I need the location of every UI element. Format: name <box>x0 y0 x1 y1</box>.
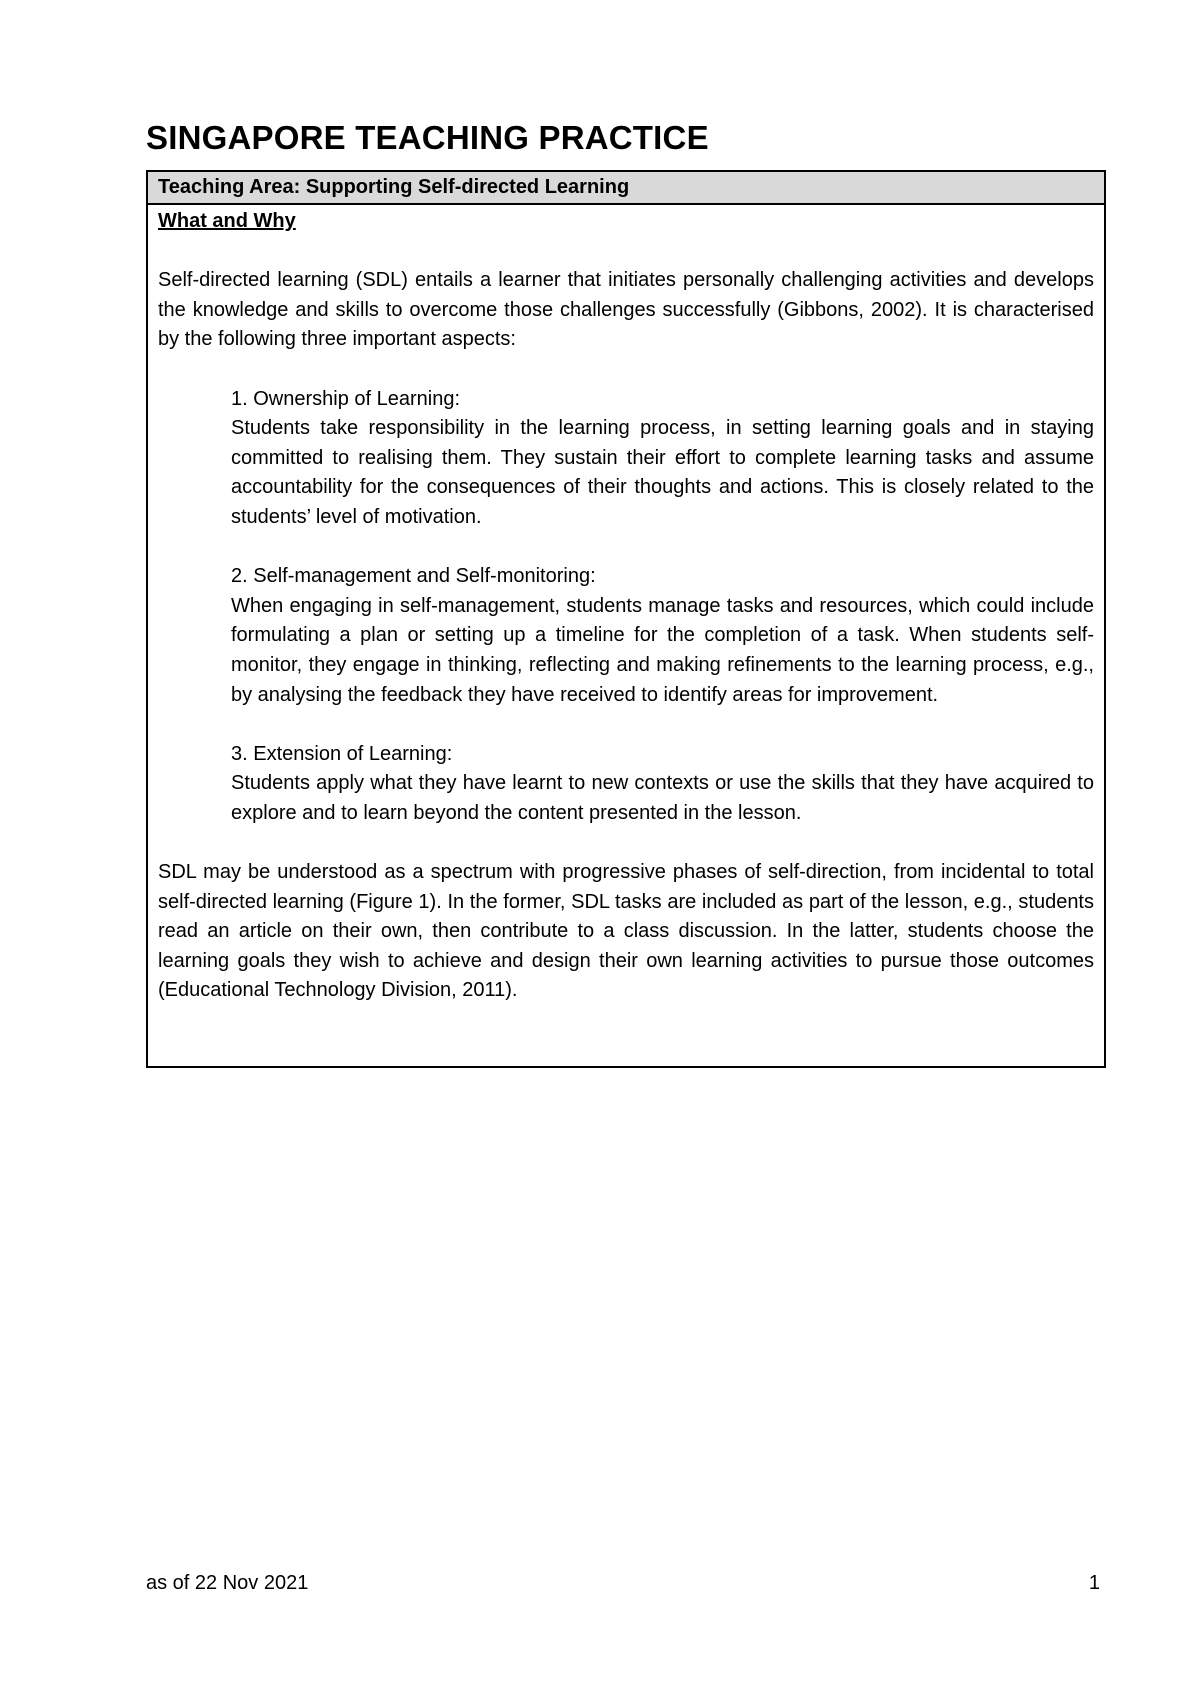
teaching-area-table <box>146 170 1106 1068</box>
intro-paragraph: Self-directed learning (SDL) entails a learner that initiates personally challenging activities and develops the knowledge and skills to overcome those challenges successfully (Gibbons, 2002). It is characterised by the following three important aspects: <box>158 269 1094 351</box>
spacer <box>158 355 1094 385</box>
page-title: SINGAPORE TEACHING PRACTICE <box>146 119 709 156</box>
page-number: 1 <box>1088 1572 1100 1594</box>
spacer <box>158 533 1094 563</box>
teaching-area-body <box>148 205 1104 1006</box>
spacer <box>158 710 1094 740</box>
closing-paragraph: SDL may be understood as a spectrum with progressive phases of self-direction, from incidental to total self-directed learning (Figure 1). In the former, SDL tasks are included as part of the lesson, e.g., students read an article on their own, then contribute to a class discussion. In the latter, students choose the learning goals they wish to achieve and design their own learning activities to pursue those outcomes (Educational Technology Division, 2011). <box>158 861 1094 1002</box>
aspect-extension <box>231 740 1094 829</box>
aspect-text: Students take responsibility in the learning process, in setting learning goals and in staying committed to realising them. They sustain their effort to complete learning tasks and assume accountability for the consequences of their thoughts and actions. This is closely related to the students’ level of motivation. <box>231 417 1094 528</box>
aspect-ownership <box>231 385 1094 533</box>
footer-date: as of 22 Nov 2021 <box>146 1572 309 1594</box>
aspect-title: 1. Ownership of Learning: <box>231 387 461 410</box>
aspect-self-management <box>231 562 1094 710</box>
spacer <box>158 237 1094 267</box>
aspect-title: 2. Self-management and Self-monitoring: <box>231 565 596 588</box>
aspect-title: 3. Extension of Learning: <box>231 742 453 765</box>
spacer <box>158 828 1094 858</box>
aspect-text: Students apply what they have learnt to new contexts or use the skills that they have acquired to explore and to learn beyond the content presented in the lesson. <box>231 772 1094 824</box>
section-heading-what-and-why: What and Why <box>158 210 296 232</box>
aspect-text: When engaging in self-management, students manage tasks and resources, which could include formulating a plan or setting up a timeline for the completion of a task. When students self-monitor, they engage in thinking, reflecting and making refinements to the learning process, e.g., by analysing the feedback they have received to identify areas for improvement. <box>231 594 1094 706</box>
teaching-area-header: Teaching Area: Supporting Self-directed Learning <box>148 172 1104 205</box>
